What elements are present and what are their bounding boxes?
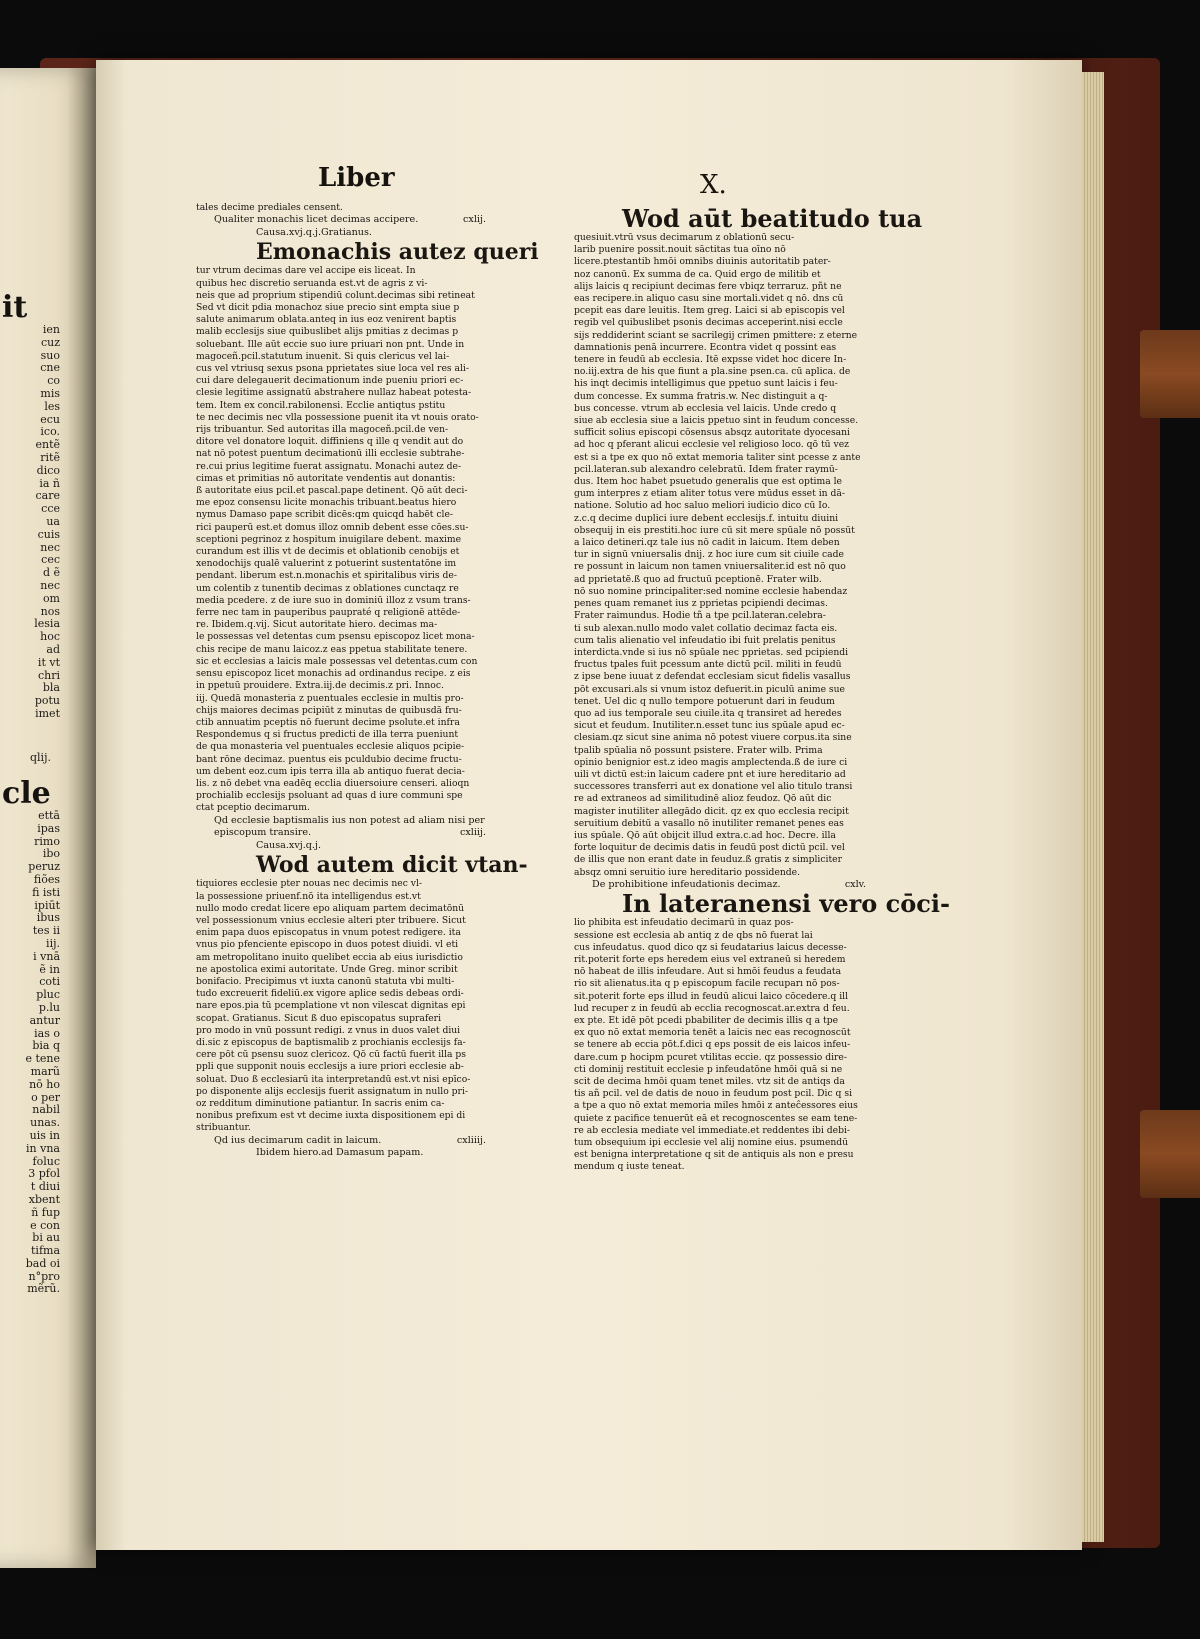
text-line: quo ad ius temporale seu ciuile.ita q transiret ad heredes [574, 707, 842, 719]
text-line: rit.poterit forte eps heredem eius vel extraneū si heredem [574, 953, 846, 965]
left-edge-line: ico. [40, 425, 60, 439]
text-line: media pcedere. z de iure suo in dominiū illoz z vsum trans- [196, 594, 471, 606]
left-edge-line: chri [37, 668, 60, 682]
text-line: vnus pio pfenciente episcopo in duos potest diuidi. vl eti [196, 939, 459, 951]
left-edge-line: ad [46, 642, 60, 656]
text-line: a laico detineri.qz tale ius nō cadit in laicum. Item deben [574, 537, 840, 549]
text-line: neis que ad proprium stipendiū colunt.decimas sibi retineat [196, 289, 475, 301]
chapter-number: cxliiij. [456, 1134, 486, 1146]
text-line: re. Ibidem.q.vij. Sicut autoritate hiero. decimas ma- [196, 619, 438, 631]
text-line: cere pōt cū psensu suoz clericoz. Qō cū factū fuerit illa ps [196, 1049, 467, 1061]
text-line: pro modo in vnū possunt redigi. z vnus in duos valet diui [196, 1024, 461, 1036]
text-line: clesiam.qz sicut sine anima nō potest viuere corpus.ita sine [574, 732, 852, 744]
left-edge-line: fi isti [32, 885, 60, 899]
text-line: prochialib ecclesijs psoluant ad quas d iure communi spe [196, 790, 463, 802]
text-line: nullo modo credat licere epo aliquam partem decimatōnū [196, 902, 465, 914]
text-line: magoceñ.pcil.statutum inuenit. Si quis clericus vel lai- [196, 350, 450, 362]
left-edge-line: e con [30, 1218, 60, 1232]
text-line: damnationis penā incurrere. Econtra videt q possint eas [574, 341, 837, 353]
text-line: magister inutiliter allegādo dicit. qz ex quo ecclesia recipit [574, 805, 849, 817]
text-line: cum talis alienatio vel infeudatio ibi fuit prelatis penitus [574, 634, 836, 646]
left-edge-line: ibo [42, 847, 60, 861]
text-line: successores transferri aut ex donatione vel alio titulo transi [574, 781, 853, 793]
text-line: bant rōne decimaz. puentus eis pculdubio decime fructu- [196, 753, 462, 765]
text-line: tpalib spūalia nō possunt psistere. Frater wilb. Prima [574, 744, 823, 756]
text-line: ius spūale. Qō aūt obijcit illud extra.c.ad hoc. Decre. illa [574, 829, 836, 841]
text-line: gum interpres z etiam aliter totus vere mūdus esset in dā- [574, 488, 845, 500]
left-edge-line: entẽ [35, 438, 60, 452]
left-edge-line: ettā [38, 809, 60, 822]
text-line: ne apostolica eximi autoritate. Unde Greg. minor scribit [196, 963, 458, 975]
left-edge-line: cne [40, 361, 60, 375]
left-edge-line: tifma [31, 1244, 60, 1258]
text-line: po disponente alijs ecclesijs fuerit assignatum in nullo pri- [196, 1085, 468, 1097]
text-line: nonibus prefixum est vt decime iuxta dispositionem epi di [196, 1110, 466, 1122]
rubric-text: episcopum transire. [214, 827, 312, 839]
text-line: noz canonū. Ex summa de ca. Quid ergo de militib et [574, 268, 821, 280]
rubric-text: De prohibitione infeudationis decimaz. [592, 878, 781, 890]
text-line: curandum est illis vt de decimis et oblationib cenobijs et [196, 546, 460, 558]
left-edge-line: imet [35, 706, 60, 720]
text-line: um debent eoz.cum ipis terra illa ab antiquo fuerat decia- [196, 765, 465, 777]
text-line: siue ab ecclesia siue a laicis ppetuo sint in feudum concesse. [574, 415, 859, 427]
text-line: lis. z nō debet vna eadēq ecclia diuersoiure censeri. alioqn [196, 777, 470, 789]
text-line: sensu episcopoz licet monachis ad ordinandus recipe. z eis [196, 668, 471, 680]
rubric-text: Causa.xvj.q.j. [256, 839, 322, 851]
text-line: tenet. Uel dic q nullo tempore potuerunt dari in feudum [574, 695, 835, 707]
left-edge-line: nos [40, 604, 60, 618]
left-edge-line: ibus [36, 911, 60, 925]
text-line: re ab ecclesia mediate vel immediate.et reddentes ibi debi- [574, 1124, 850, 1136]
text-line: ti sub alexan.nullo modo valet collatio decimaz facta eis. [574, 622, 838, 634]
text-line: z.c.q decime duplici iure debent ecclesijs.f. intuitu diuini [574, 512, 839, 524]
text-line: rio sit alienatus.ita q p episcopum facile recuparı nō pos- [574, 978, 840, 990]
text-line: natione. Solutio ad hoc saluo meliori iudicio dico cū Io. [574, 500, 831, 512]
text-line: obsequij in eis prestiti.hoc iure cū sit mere spūale nō possūt [574, 524, 855, 536]
left-edge-line: uis in [29, 1128, 60, 1142]
text-line: penes quam remanet ius z pprietas pcipiendi decimas. [574, 598, 828, 610]
left-edge-line: 3 pfol [28, 1167, 60, 1181]
text-line: le possessas vel detentas cum psensu episcopoz licet mona- [196, 631, 475, 643]
text-line: forte loquitur de decimis datis in feudū post dictū pcil. vel [574, 842, 845, 854]
left-edge-line: bi au [32, 1231, 60, 1245]
text-line: tis añ pcil. vel de datis de nouo in feudum post pcil. Dic q si [574, 1088, 853, 1100]
text-line: scopat. Gratianus. Sicut ß duo episcopatus supraferi [196, 1012, 442, 1024]
section-initial-heading: Wod autem dicit vtan- [256, 852, 528, 879]
text-line: tum obsequium ipi ecclesie vel alij nomine eius. psumendū [574, 1137, 849, 1149]
text-line: malib ecclesijs siue quibuslibet alijs pmitias z decimas p [196, 326, 459, 338]
text-line: nō habeat de illis infeudare. Aut si hmōi feudus a feudata [574, 966, 842, 978]
text-line: a tpe a quo nō extat memoria miles hmōi z anteĉessores eius [574, 1100, 858, 1112]
rubric-line [196, 840, 506, 853]
left-edge-line: t diui [30, 1180, 60, 1194]
left-edge-line: xbent [28, 1192, 60, 1206]
left-edge-line: p.lu [38, 1000, 60, 1014]
text-line: tem. Item ex concil.rabilonensi. Ecclie antiqtus pstitu [196, 399, 446, 411]
left-edge-line: cuis [37, 527, 60, 541]
text-line: bus concesse. vtrum ab ecclesia vel laicis. Unde credo q [574, 402, 837, 414]
clasp-strap-upper [1140, 330, 1200, 418]
text-line: am metropolitano inuito quelibet eccia ab eius iurisdictio [196, 951, 463, 963]
left-edge-line: i vnā [33, 949, 60, 963]
text-line: chis recipe de manu laicoz.z eas ppetua stabilitate tenere. [196, 643, 468, 655]
left-edge-line: hoc [40, 630, 60, 644]
text-line: stribuantur. [196, 1122, 251, 1134]
text-line: sufficit solius episcopi cōsensus absqz autoritate dyocesani [574, 427, 850, 439]
left-edge-line: om [42, 591, 60, 605]
left-edge-line: mẽrũ. [27, 1282, 60, 1296]
text-line: re.cui prius legitime fuerat assignatu. Monachi autez de- [196, 460, 462, 472]
text-line: lud recuper z in feudū ab ecclia recognoscat.ar.extra d feu. [574, 1002, 850, 1014]
text-line: regib vel quibuslibet psonis decimas acceperint.nisi eccle [574, 317, 843, 329]
text-line: soluat. Duo ß ecclesiarū ita interpretandū est.vt nisi epīco- [196, 1073, 471, 1085]
left-edge-line: marũ [30, 1064, 60, 1078]
left-edge-line: e tene [25, 1052, 60, 1066]
text-line: te nec decimis nec vlla possessione puenit ita vt nouis orato- [196, 411, 479, 423]
text-line: ß autoritate eius pcil.et pascal.pape detinent. Qō aūt deci- [196, 485, 468, 497]
text-line: se tenere ab eccia pōt.f.dici q eps possit de eis laicos infeu- [574, 1039, 851, 1051]
text-line: bonifacio. Precipimus vt iuxta canonū statuta vbi multi- [196, 975, 455, 987]
left-edge-line: fiões [33, 872, 60, 886]
text-line: cui dare delegauerit decimationum inde pueniu priori ec- [196, 375, 464, 387]
left-edge-line: ua [46, 514, 60, 528]
rubric-line [196, 815, 506, 828]
page-fore-edge [1082, 72, 1104, 1542]
text-line: Sed vt dicit pdia monachoz siue precio sint empta siue p [196, 302, 460, 313]
text-line: tur vtrum decimas dare vel accipe eis liceat. In [196, 265, 416, 277]
text-line: mendum q iuste teneat. [574, 1161, 685, 1173]
text-line: alijs laicis q recipiunt decimas fere vbiqz terraruz. pñt ne [574, 280, 842, 292]
text-line: salute animarum oblata.anteq in ius eoz venirent baptis [196, 314, 457, 326]
text-line: pcepit eas dare leuitis. Item greg. Laici si ab episcopis vel [574, 305, 845, 317]
text-line: opinio benignior est.z ideo magis amplectenda.ß de iure ci [574, 756, 848, 768]
text-line: nat nō potest puentum decimationū illi ecclesie subtrahe- [196, 448, 465, 460]
text-line: ferre nec tam in pauperibus paupraté q religionē attēde- [196, 607, 461, 619]
rubric-text: Qd ius decimarum cadit in laicum. [214, 1134, 382, 1146]
text-line: la possessione priuenf.nō ita intelligendus est.vt [196, 890, 421, 902]
left-edge-line: les [44, 399, 60, 413]
left-edge-line: dico [36, 463, 60, 477]
left-edge-line: bad oi [25, 1256, 60, 1270]
text-line: pōt excusari.als si vnum istoz defuerit.in piculū anime sue [574, 683, 845, 695]
left-edge-line: it vt [37, 655, 60, 669]
left-edge-line: antur [29, 1013, 60, 1027]
text-line: ex pte. Et idē pōt pcedi pbabiliter de decimis illis q a tpe [574, 1014, 839, 1026]
left-edge-line: ritẽ [40, 450, 60, 464]
text-line: larib puenire possit.nouit sāctitas tua oīno nō [574, 244, 786, 256]
text-line: quesiuit.vtrū vsus decimarum z oblationū secu- [574, 232, 795, 243]
text-column-right [574, 204, 950, 1174]
rubric-line [196, 827, 506, 840]
left-edge-line: bla [42, 681, 60, 695]
text-line: ditore vel donatore loquit. diffiniens q ille q vendit aut do [196, 436, 464, 448]
text-line: enim papa duos episcopatus in vnum potest redigere. ita [196, 927, 461, 939]
text-line: xenodochijs qualē valuerint z potuerint sustentatōne im [196, 558, 457, 570]
text-line: interdicta.vnde si ius nō spūale nec pprietas. sed pcipiendi [574, 646, 849, 658]
left-edge-text-1 [0, 324, 60, 721]
text-line: vel possessionum vnius ecclesie alteri pter tribuere. Sicut [196, 914, 466, 926]
text-line: est si a tpe ex quo nō extat memoria taliter sint pcesse z ante [574, 451, 861, 463]
text-line: z ipse bene iuuat z defendat ecclesiam sicut fidelis vasallus [574, 671, 851, 683]
text-line: tales decime prediales censent. [196, 202, 343, 213]
text-line: tudo excreuerit fideliū.ex vigore aplice sedis debeas ordi- [196, 988, 464, 1000]
left-edge-line: cce [41, 502, 60, 516]
text-line: quiete z pacifice tenuerūt eā et recognoscentes se eam tene- [574, 1112, 858, 1124]
left-edge-line: potu [34, 694, 60, 708]
text-line: est benigna interpretatione q sit de antiquis als non e presu [574, 1149, 854, 1161]
text-line: ad pprietatē.ß quo ad fructuū pceptionē. Frater wilb. [574, 573, 822, 585]
left-fragment-mid: cle [2, 776, 51, 811]
text-line: cus vel vtriusq sexus psona pprietates siue loca vel res ali- [196, 363, 469, 375]
text-line: his inqt decimis intelligimus que ppetuo sunt laicis i feu- [574, 378, 838, 390]
text-line: oz redditum diminutione patiantur. In sacris enim ca- [196, 1097, 445, 1109]
text-line: sessione est ecclesia ab antiq z de qbs nō fuerat lai [574, 929, 813, 941]
text-line: licere.ptestantib hmōi omnibs diuinis autoritatib pater- [574, 256, 831, 268]
text-line: absqz omni seruitio iure hereditario possidende. [574, 866, 801, 878]
facing-left-page [0, 68, 96, 1568]
text-line: no.iij.extra de his que fiunt a pla.sine psen.ca. cū aplica. de [574, 366, 851, 378]
text-line: tur in signū vniuersalis dnij. z hoc iure cum sit ciuile cade [574, 549, 844, 561]
rubric-text: Qualiter monachis licet decimas accipere. [214, 214, 419, 226]
text-line: chijs maiores decimas pcipiūt z minutas de quibusdā fru- [196, 704, 462, 716]
rubric-text: Qd ecclesie baptismalis ius non potest ad aliam nisi per [214, 814, 485, 826]
left-edge-line: pluc [36, 988, 60, 1002]
left-edge-line: ipiūt [34, 898, 60, 912]
text-line: lio phibita est infeudatio decimarū in quaz pos- [574, 917, 794, 929]
section-initial-heading: Wod aūt beatitudo tua [622, 204, 923, 233]
left-edge-line: tes ii [32, 924, 60, 938]
left-edge-line: mis [40, 386, 60, 400]
text-line: fructus tpales fuit pcessum ante dictū pcil. militi in feudū [574, 659, 842, 671]
left-edge-line: lesia [34, 617, 60, 631]
left-edge-line: d ẽ [42, 566, 60, 580]
left-edge-line: nec [40, 578, 60, 592]
text-line: rici pauperū est.et domus illoz omnib debent esse cōes.su- [196, 521, 469, 533]
text-line: di.sic z episcopus de baptismalib z prochianis ecclesijs fa- [196, 1036, 466, 1048]
text-line: de illis que non erant date in feuduz.ß gratis z simpliciter [574, 854, 842, 866]
left-edge-line: rimo [34, 834, 60, 848]
text-line: um colentib z tunentib decimas z oblationes cunctaqz re [196, 582, 459, 594]
left-small-mark: qlij. [30, 751, 51, 764]
text-line: rijs tribuantur. Sed autoritas illa magoceñ.pcil.de ven- [196, 424, 449, 436]
left-edge-line: o per [31, 1090, 60, 1104]
text-line: seruitium debitū a vasallo nō inutiliter remanet penes eas [574, 817, 844, 829]
left-edge-line: iij. [46, 936, 60, 950]
text-line: in ppetuū prouidere. Extra.iij.de decimis.z pri. Innoc. [196, 680, 444, 692]
left-edge-line: ien [42, 323, 60, 336]
text-line: soluebant. Ille aūt eccie suo iure priuari non pnt. Unde in [196, 338, 465, 350]
text-line: quibus hec discretio seruanda est.vt de agris z vi- [196, 277, 428, 289]
left-fragment-top: it [2, 290, 28, 325]
text-line: dare.cum p hocipm pcuret vtilitas eccie. qz possessio dire- [574, 1051, 847, 1063]
left-edge-line: ecu [40, 412, 60, 426]
text-line: Respondemus q si fructus predicti de illa terra pueniunt [196, 729, 459, 741]
rubric-text: Ibidem hiero.ad Damasum papam. [256, 1147, 424, 1159]
text-line: cti dominij restituit ecclesie p infeudatōne hmōi quā si ne [574, 1063, 843, 1075]
rubric-line [196, 1147, 506, 1160]
left-edge-line: suo [40, 348, 60, 362]
text-line: sijs reddiderint sciant se sacrilegij crimen pmittere: z eterne [574, 329, 858, 341]
text-line: uili vt dictū est:in laicum cadere pnt et iure hereditario ad [574, 768, 846, 780]
text-line: sit.poterit forte eps illud in feudū alicui laico cōcedere.q ill [574, 990, 849, 1002]
text-line: re ad extraneos ad similitudinē alioz feudoz. Qō aūt dic [574, 793, 832, 805]
left-edge-line: care [35, 489, 60, 503]
text-line: iij. Quedā monasteria z puentuales ecclesie in multis pro- [196, 692, 464, 704]
section-initial-heading: In lateranensi vero cōci- [622, 889, 950, 919]
left-edge-line: peruz [28, 860, 60, 874]
text-line: sic et ecclesias a laicis male possessas vel detentas.cum con [196, 655, 478, 667]
chapter-number: cxlv. [844, 878, 866, 890]
left-edge-line: cuz [40, 335, 60, 349]
left-edge-line: co [47, 374, 60, 388]
text-line: tiquiores ecclesie pter nouas nec decimis nec vl- [196, 878, 423, 890]
text-line: clesie legitime assignatū abstrahere nullaz habeat potesta- [196, 387, 472, 399]
left-edge-line: ia ñ [39, 476, 60, 490]
section-initial-heading: Emonachis autez queri [256, 239, 539, 266]
left-edge-line: ias o [34, 1026, 60, 1040]
text-line: sicut et feudum. Inutiliter.n.esset tunc ius spūale apud ec- [574, 720, 845, 732]
left-edge-line: unas. [30, 1116, 60, 1130]
left-edge-line: nō ho [29, 1077, 60, 1091]
clasp-strap-lower [1140, 1110, 1200, 1198]
text-line: ppli que supponit nouis ecclesijs a iure priori ecclesie ab- [196, 1061, 464, 1073]
text-line: scit de decima hmōi quam tenet miles. vtz sit de antiqs da [574, 1076, 845, 1087]
text-line: sceptioni pegrinoz z hospitum inuigilare debent. maxime [196, 533, 462, 545]
text-line: cus infeudatus. quod dico qz si feudatarius laicus decesse- [574, 941, 847, 953]
left-edge-line: n°pro [28, 1269, 60, 1283]
text-line: nō suo nomine principaliter:sed nomine ecclesie habendaz [574, 585, 848, 597]
text-line: ctib annuatim pceptis nō fuerunt decime psolute.et infra [196, 716, 460, 728]
text-line: pcil.lateran.sub alexandro celebratū. Idem frater raymū- [574, 463, 838, 475]
left-edge-line: coti [39, 975, 60, 989]
rubric-line [196, 214, 506, 227]
left-edge-line: ẽ in [39, 962, 60, 976]
text-line: tenere in feudū ab ecclesia. Itē expsse videt hoc dicere In- [574, 354, 847, 366]
left-edge-line: in vna [26, 1141, 60, 1155]
text-line: eas recipere.in aliquo casu sine mortali.videt q nō. dns cū [574, 293, 844, 305]
text-line: ad hoc q pferant alicui ecclesie vel religioso loco. qō tū vez [574, 439, 849, 451]
text-line: nymus Damaso pape scribit dicēs:qm quicqd habēt cle- [196, 509, 454, 521]
text-line: me epoz consensu licite monachis tribuant.beatus hiero [196, 497, 457, 509]
left-edge-line: nec [40, 540, 60, 554]
left-edge-line: ñ fup [31, 1205, 60, 1219]
text-line: cimas et primitias nō autoritate vendentis aut donantis: [196, 472, 456, 484]
text-line: de qua monasteria vel puentuales ecclesie aliquos pcipie- [196, 741, 465, 753]
text-line: Frater raimundus. Hodie tñ a tpe pcil.lateran.celebra- [574, 610, 826, 622]
chapter-number: cxliij. [459, 827, 486, 839]
text-line: ctat pceptio decimarum. [196, 802, 310, 814]
text-line: pendant. liberum est.n.monachis et spiritalibus viris de- [196, 570, 457, 582]
text-line: re possunt in laicum non tamen vniuersaliter.id est nō quo [574, 561, 846, 573]
text-line: ex quo nō extat memoria tenēt a laicis nec eas recognoscūt [574, 1027, 851, 1039]
left-edge-line: bia q [32, 1039, 60, 1053]
text-line: nare epos.pia tū pcemplatione vt non vilescat dignitas epi [196, 1000, 466, 1012]
rubric-line [196, 1135, 506, 1148]
running-head-number: X. [700, 170, 727, 200]
running-head-liber: Liber [318, 163, 395, 193]
chapter-number: cxlij. [463, 214, 486, 226]
text-line: dum concesse. Ex summa fratris.w. Nec distinguit a q- [574, 390, 828, 402]
text-line: dus. Item hoc habet psuetudo generalis que est optima le [574, 476, 842, 488]
left-edge-line: ipas [37, 821, 60, 835]
left-edge-line: nabil [32, 1103, 60, 1117]
left-edge-line: foluc [32, 1154, 60, 1168]
rubric-line [196, 227, 506, 240]
left-edge-text-2 [0, 810, 60, 1296]
text-column-left [196, 202, 539, 1160]
rubric-text: Causa.xvj.q.j.Gratianus. [256, 226, 372, 238]
left-edge-line: cec [41, 553, 60, 567]
